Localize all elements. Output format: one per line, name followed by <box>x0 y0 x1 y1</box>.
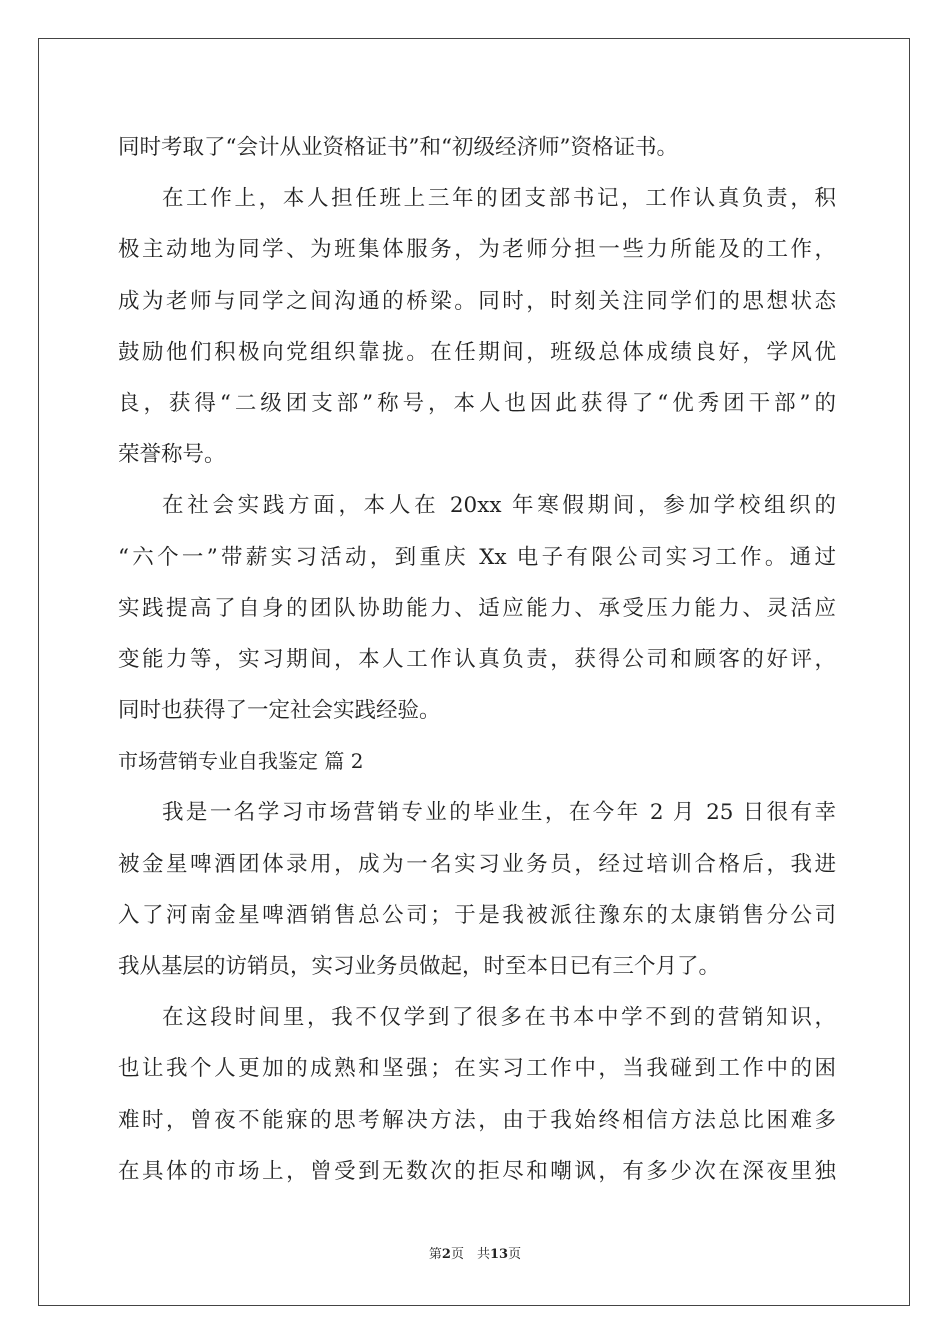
document-body <box>118 122 836 1197</box>
text-line: 我从基层的访销员，实习业务员做起，时至本日已有三个月了。 <box>118 954 721 979</box>
text-line: 在这段时间里，我不仅学到了很多在书本中学不到的营销知识， <box>162 1005 836 1031</box>
page-footer <box>0 1243 950 1262</box>
text-line: 在社会实践方面，本人在 20xx 年寒假期间，参加学校组织的 <box>162 493 836 519</box>
text-line: 变能力等，实习期间，本人工作认真负责，获得公司和顾客的好评， <box>118 646 836 672</box>
text-line: 在具体的市场上，曾受到无数次的拒尽和嘲讽，有多少次在深夜里独 <box>118 1158 836 1184</box>
text-line: 实践提高了自身的团队协助能力、适应能力、承受压力能力、灵活应 <box>118 595 836 621</box>
text-line: 被金星啤酒团体录用，成为一名实习业务员，经过培训合格后，我进 <box>118 851 836 877</box>
footer-current-page: 2 <box>441 1247 451 1262</box>
text-line: 我是一名学习市场营销专业的毕业生，在今年 2 月 25 日很有幸 <box>162 800 836 826</box>
text-line: 极主动地为同学、为班集体服务，为老师分担一些力所能及的工作， <box>118 237 836 263</box>
text-line: 鼓励他们积极向党组织靠拢。在任期间，班级总体成绩良好，学风优 <box>118 339 836 365</box>
section-heading: 市场营销专业自我鉴定 篇 2 <box>118 749 364 774</box>
footer-prefix: 第 <box>428 1247 442 1262</box>
text-line: 良，获得“二级团支部”称号，本人也因此获得了“优秀团干部”的 <box>118 390 836 416</box>
text-line: 也让我个人更加的成熟和坚强；在实习工作中，当我碰到工作中的困 <box>118 1056 836 1082</box>
text-line: 难时，曾夜不能寐的思考解决方法，由于我始终相信方法总比困难多 <box>118 1107 836 1133</box>
text-line: 在工作上，本人担任班上三年的团支部书记，工作认真负责，积 <box>162 186 836 212</box>
text-line: 入了河南金星啤酒销售总公司；于是我被派往豫东的太康销售分公司 <box>118 902 836 928</box>
footer-suffix: 页 <box>508 1247 522 1262</box>
text-line: 同时考取了“会计从业资格证书”和“初级经济师”资格证书。 <box>118 135 678 160</box>
footer-mid: 页 共 <box>450 1247 490 1262</box>
text-line: 成为老师与同学之间沟通的桥梁。同时，时刻关注同学们的思想状态 <box>118 288 836 314</box>
text-line: 同时也获得了一定社会实践经验。 <box>118 698 441 724</box>
footer-total-pages: 13 <box>489 1247 509 1262</box>
text-line: 荣誉称号。 <box>118 442 226 468</box>
text-line: “六个一”带薪实习活动，到重庆 Xx 电子有限公司实习工作。通过 <box>118 544 836 570</box>
